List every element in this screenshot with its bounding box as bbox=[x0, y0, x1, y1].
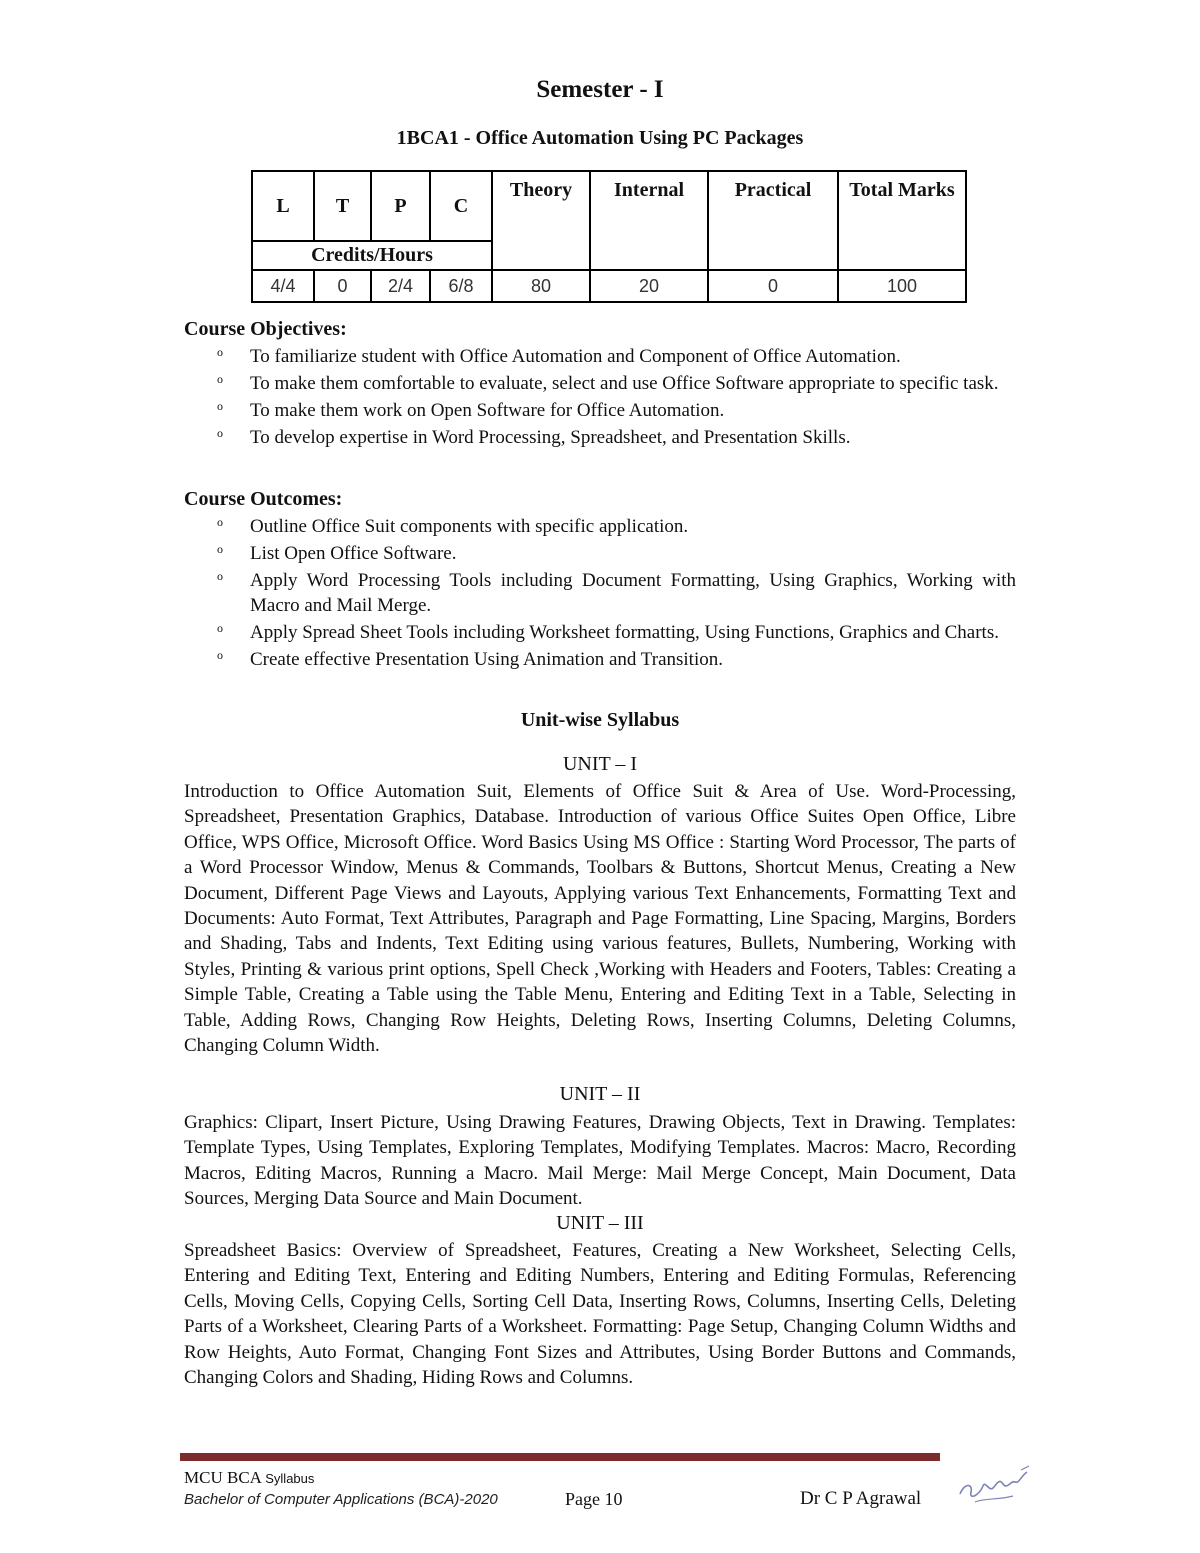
header-t: T bbox=[314, 171, 371, 241]
header-theory: Theory bbox=[492, 171, 590, 270]
outcomes-heading: Course Outcomes: bbox=[184, 488, 343, 510]
course-title: 1BCA1 - Office Automation Using PC Packages bbox=[396, 127, 804, 149]
value-practical: 0 bbox=[708, 270, 838, 302]
unit-1-body: Introduction to Office Automation Suit, Elements of Office Suit & Area of Use. Word-Processing, Spreadsheet, Presentation Graphics, Database. Introduction of various Office Suites Open Office, Libre Office, WPS Office, Microsoft Office. Word Basics Using MS Office : Starting Word Processor, The parts of a Word Processor Window, Menus & Commands, Toolbars & Buttons, Shortcut Menus, Creating a New Document, Different Page Views and Layouts, Applying various Text Enhancements, Formatting Text and Documents: Auto Format, Text Attributes, Paragraph and Page Formatting, Line Spacing, Margins, Borders and Shading, Tabs and Indents, Text Editing using various features, Bullets, Numbering, Working with Styles, Printing & various print options, Spell Check ,Working with Headers and Footers, Tables: Creating a Simple Table, Creating a Table using the Table Menu, Entering and Editing Text in a Table, Selecting in Table, Adding Rows, Changing Row Heights, Deleting Rows, Inserting Columns, Deleting Columns, Changing Column Width. bbox=[184, 781, 1016, 1057]
bullet-icon: o bbox=[217, 515, 223, 529]
footer-program-full: Bachelor of Computer Applications (BCA)-2020 bbox=[184, 1491, 498, 1508]
footer-author: Dr C P Agrawal bbox=[800, 1488, 922, 1509]
bullet-icon: o bbox=[217, 345, 223, 359]
objectives-heading: Course Objectives: bbox=[184, 318, 347, 340]
bullet-icon: o bbox=[217, 399, 223, 413]
unit-2-body: Graphics: Clipart, Insert Picture, Using Drawing Features, Drawing Objects, Text in Drawing. Templates: Template Types, Using Templates, Exploring Templates, Modifying Templates. Macros: Macro, Recording Macros, Editing Macros, Running a Macro. Mail Merge: Mail Merge Concept, Main Document, Data Sources, Merging Data Source and Main Document. bbox=[184, 1112, 1016, 1210]
value-internal: 20 bbox=[590, 270, 708, 302]
list-item: o Create effective Presentation Using Animation and Transition. bbox=[184, 647, 1016, 672]
list-item: o Apply Word Processing Tools including Document Formatting, Using Graphics, Working with Macro and Mail Merge. bbox=[184, 568, 1016, 618]
unit-2-title: UNIT – II bbox=[559, 1083, 641, 1105]
credits-hours-label: Credits/Hours bbox=[252, 241, 492, 270]
bullet-icon: o bbox=[217, 569, 223, 583]
syllabus-heading: Unit-wise Syllabus bbox=[520, 709, 680, 731]
credits-table bbox=[251, 170, 967, 303]
bullet-icon: o bbox=[217, 648, 223, 662]
list-item: o To develop expertise in Word Processing, Spreadsheet, and Presentation Skills. bbox=[184, 425, 1016, 450]
bullet-icon: o bbox=[217, 621, 223, 635]
unit-3-body: Spreadsheet Basics: Overview of Spreadsheet, Features, Creating a New Worksheet, Selecting Cells, Entering and Editing Text, Entering and Editing Numbers, Entering and Editing Formulas, Referencing Cells, Moving Cells, Copying Cells, Sorting Cell Data, Inserting Rows, Columns, Inserting Cells, Deleting Parts of a Worksheet, Clearing Parts of a Worksheet. Formatting: Page Setup, Changing Column Widths and Row Heights, Auto Format, Changing Font Sizes and Attributes, Using Border Buttons and Commands, Changing Colors and Shading, Hiding Rows and Columns. bbox=[184, 1240, 1016, 1389]
list-item: o List Open Office Software. bbox=[184, 541, 1016, 566]
header-p: P bbox=[371, 171, 430, 241]
unit-1-title: UNIT – I bbox=[562, 753, 638, 775]
value-theory: 80 bbox=[492, 270, 590, 302]
list-item: o To make them work on Open Software for Office Automation. bbox=[184, 398, 1016, 423]
header-total-marks: Total Marks bbox=[838, 171, 966, 270]
value-l: 4/4 bbox=[252, 270, 314, 302]
list-item: o Outline Office Suit components with specific application. bbox=[184, 514, 1016, 539]
signature-icon bbox=[955, 1462, 1035, 1512]
bullet-icon: o bbox=[217, 542, 223, 556]
header-l: L bbox=[252, 171, 314, 241]
outcomes-list bbox=[184, 514, 1016, 674]
value-p: 2/4 bbox=[371, 270, 430, 302]
bullet-icon: o bbox=[217, 372, 223, 386]
value-total: 100 bbox=[838, 270, 966, 302]
list-item: o To familiarize student with Office Automation and Component of Office Automation. bbox=[184, 344, 1016, 369]
footer-rule bbox=[180, 1453, 940, 1461]
list-item: o Apply Spread Sheet Tools including Worksheet formatting, Using Functions, Graphics and Charts. bbox=[184, 620, 1016, 645]
value-c: 6/8 bbox=[430, 270, 492, 302]
unit-3-title: UNIT – III bbox=[556, 1212, 644, 1234]
value-t: 0 bbox=[314, 270, 371, 302]
footer-program: MCU BCA Syllabus bbox=[184, 1468, 315, 1487]
list-item: o To make them comfortable to evaluate, select and use Office Software appropriate to specific task. bbox=[184, 371, 1016, 396]
bullet-icon: o bbox=[217, 426, 223, 440]
header-c: C bbox=[430, 171, 492, 241]
footer-page-number: Page 10 bbox=[565, 1489, 623, 1509]
header-practical: Practical bbox=[708, 171, 838, 270]
objectives-list bbox=[184, 344, 1016, 452]
header-internal: Internal bbox=[590, 171, 708, 270]
semester-title: Semester - I bbox=[536, 76, 664, 103]
